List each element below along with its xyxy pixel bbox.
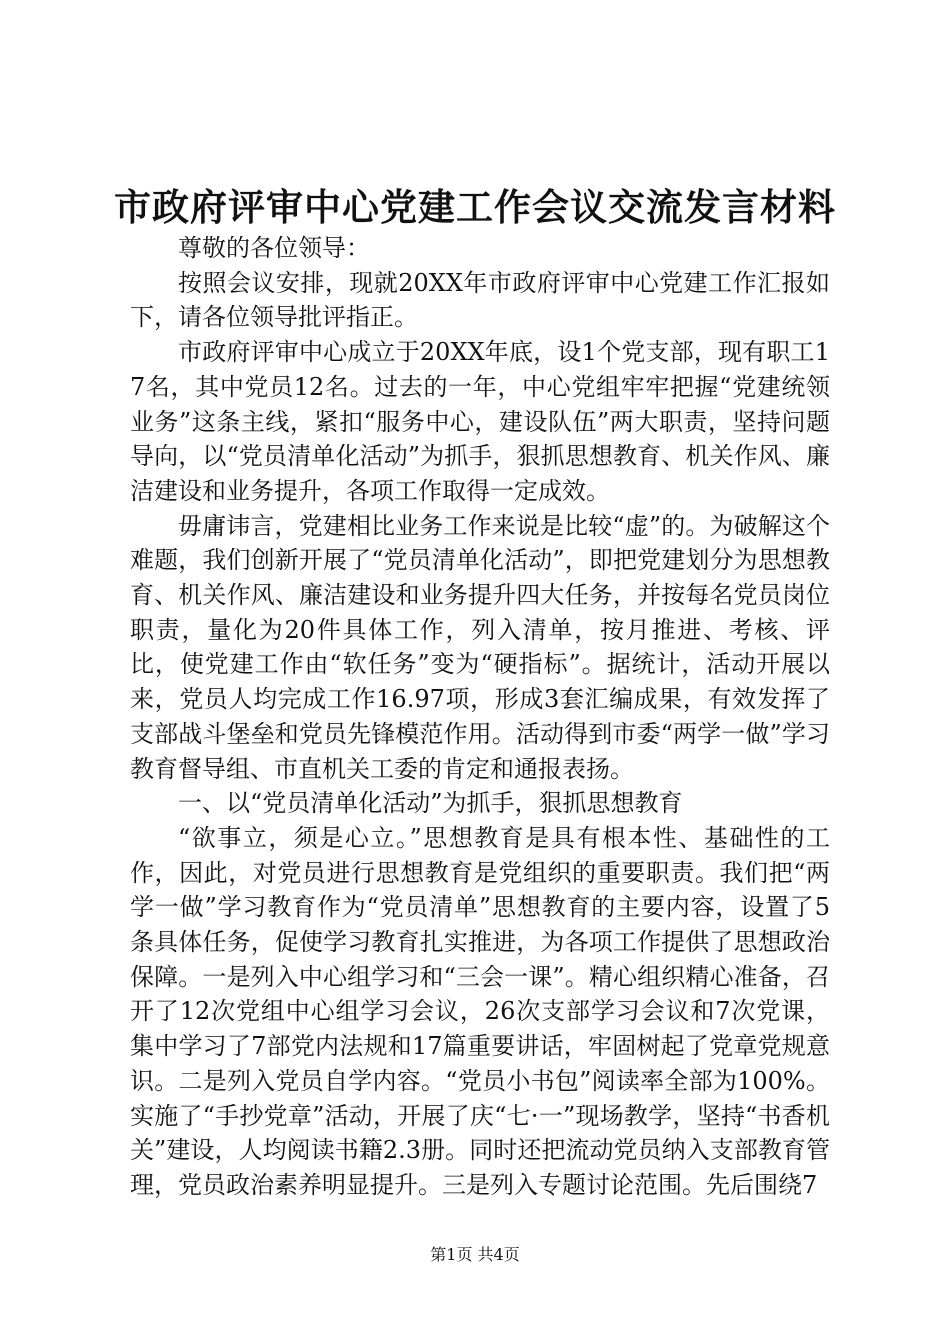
page-number-footer: 第1页 共4页	[430, 1245, 520, 1264]
overview-paragraph: 市政府评审中心成立于20XX年底，设1个党支部，现有职工17名，其中党员12名。过去的一年，中心党组牢牢把握“党建统领业务”这条主线，紧扣“服务中心，建设队伍”两大职责，坚持问题导向，以“党员清单化活动”为抓手，狠抓思想教育、机关作风、廉洁建设和业务提升，各项工作取得一定成效。	[130, 338, 830, 505]
section-heading: 一、以“党员清单化活动”为抓手，狠抓思想教育	[178, 789, 683, 818]
document-body	[130, 231, 830, 1203]
intro-paragraph: 按照会议安排，现就20XX年市政府评审中心党建工作汇报如下，请各位领导批评指正。	[130, 268, 830, 332]
education-paragraph: “欲事立，须是心立。”思想教育是具有根本性、基础性的工作，因此，对党员进行思想教育是党组织的重要职责。我们把“两学一做”学习教育作为“党员清单”思想教育的主要内容，设置了5条具体任务，促使学习教育扎实推进，为各项工作提供了思想政治保障。一是列入中心组学习和“三会一课”。精心组织精心准备，召开了12次党组中心组学习会议，26次支部学习会议和7次党课，集中学习了7部党内法规和17篇重要讲话，牢固树起了党章党规意识。二是列入党员自学内容。“党员小书包”阅读率全部为100%。实施了“手抄党章”活动，开展了庆“七·一”现场教学，坚持“书香机关”建设，人均阅读书籍2.3册。同时还把流动党员纳入支部教育管理，党员政治素养明显提升。三是列入专题讨论范围。先后围绕7	[130, 823, 830, 1199]
activity-paragraph: 毋庸讳言，党建相比业务工作来说是比较“虚”的。为破解这个难题，我们创新开展了“党员清单化活动”，即把党建划分为思想教育、机关作风、廉洁建设和业务提升四大任务，并按每名党员岗位职责，量化为20件具体工作，列入清单，按月推进、考核、评比，使党建工作由“软任务”变为“硬指标”。据统计，活动开展以来，党员人均完成工作16.97项，形成3套汇编成果，有效发挥了支部战斗堡垒和党员先锋模范作用。活动得到市委“两学一做”学习教育督导组、市直机关工委的肯定和通报表扬。	[130, 511, 830, 783]
document-title: 市政府评审中心党建工作会议交流发言材料	[114, 185, 836, 229]
salutation-paragraph: 尊敬的各位领导：	[178, 234, 370, 262]
